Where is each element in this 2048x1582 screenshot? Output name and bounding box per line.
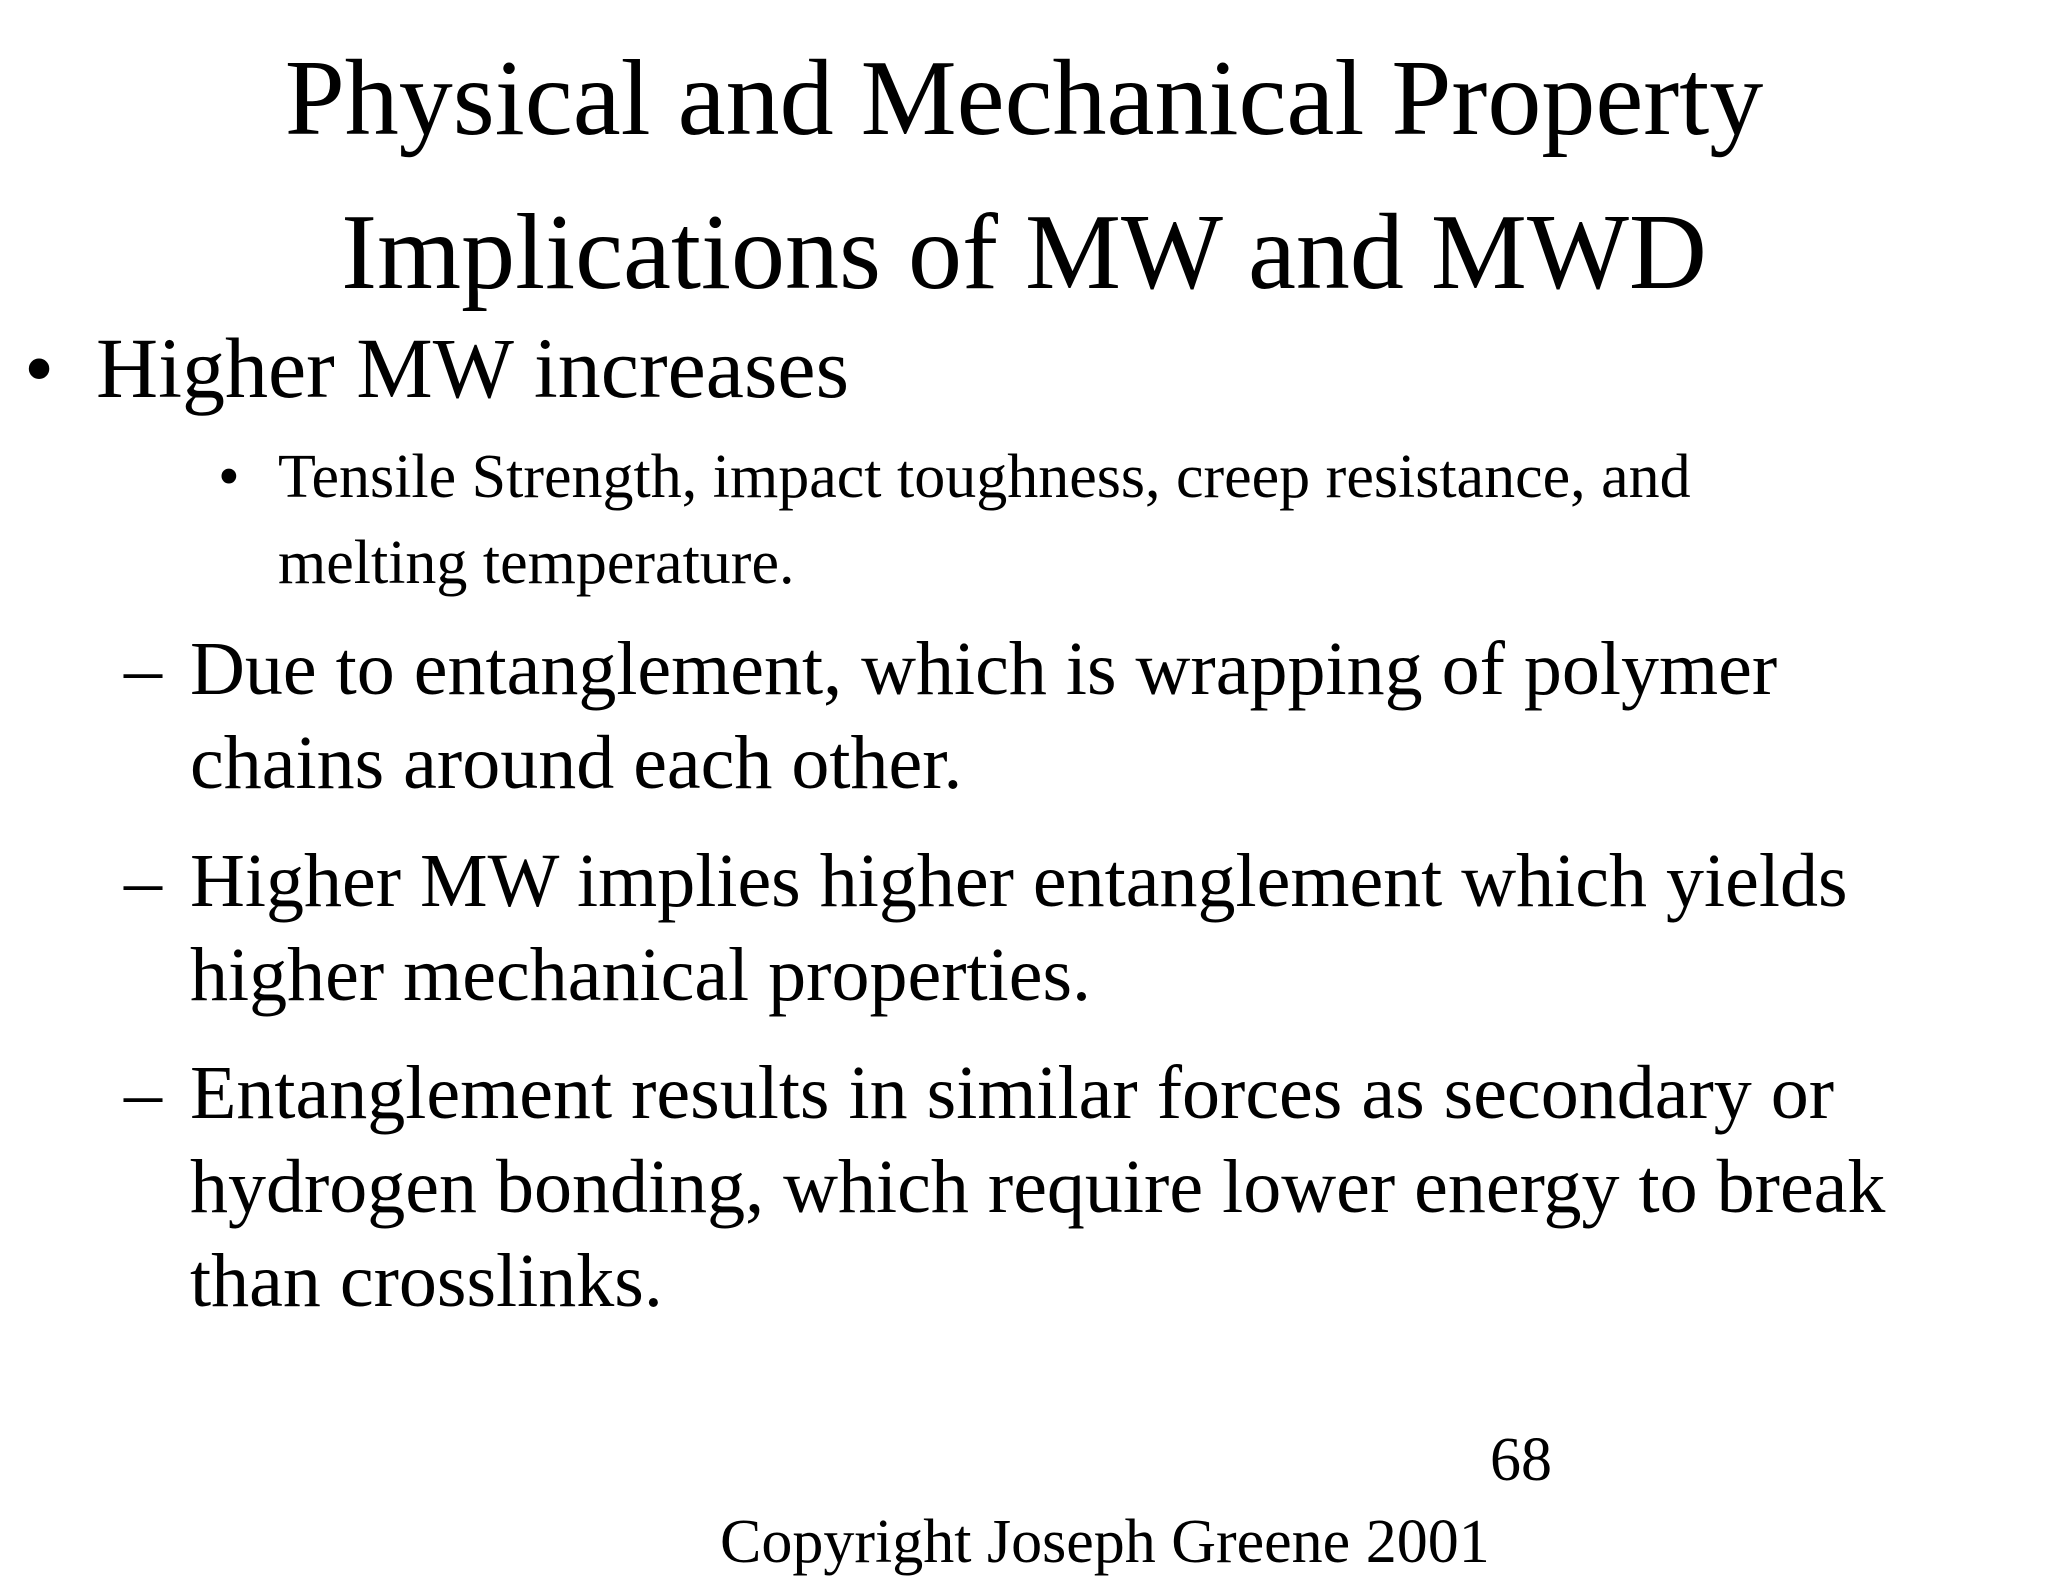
bullet-dot-icon: • xyxy=(24,320,55,416)
sub-bullet-properties xyxy=(218,434,1858,606)
slide-title-line-1: Physical and Mechanical Property xyxy=(284,39,1764,158)
slide-title-line-2: Implications of MW and MWD xyxy=(341,193,1707,312)
bullet-dot-icon: • xyxy=(218,443,240,511)
slide-title xyxy=(60,22,1988,330)
dash-icon: – xyxy=(124,839,162,923)
sub-bullet-text: Tensile Strength, impact toughness, creep resistance, and melting temperature. xyxy=(278,443,1691,597)
page-number: 68 xyxy=(1490,1426,1552,1494)
dash-item-text: Due to entanglement, which is wrapping of polymer chains around each other. xyxy=(190,627,1778,805)
dash-icon: – xyxy=(124,627,162,711)
copyright-footer: Copyright Joseph Greene 2001 xyxy=(720,1508,1490,1576)
dash-item-text: Entanglement results in similar forces as secondary or hydrogen bonding, which require lower energy to break than crosslinks. xyxy=(190,1051,1886,1323)
dash-item-text: Higher MW implies higher entanglement which yields higher mechanical properties. xyxy=(190,839,1848,1017)
dash-item-forces xyxy=(124,1046,1984,1328)
dash-item-higher-mw xyxy=(124,834,1984,1022)
bullet-text: Higher MW increases xyxy=(96,320,850,416)
dash-icon: – xyxy=(124,1051,162,1135)
dash-item-entanglement xyxy=(124,622,1984,810)
